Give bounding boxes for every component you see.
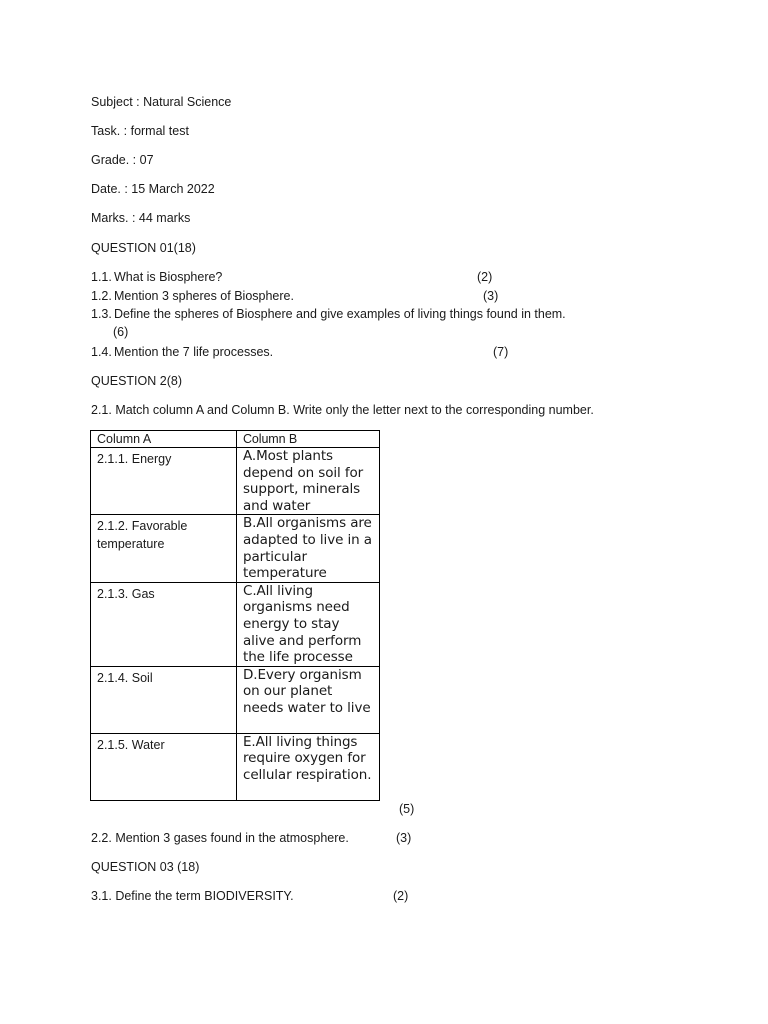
question-2-2: 2.2. Mention 3 gases found in the atmosphere. — [91, 831, 349, 845]
question-number: 1.4. — [91, 345, 112, 359]
question-1-2-marks: (3) — [483, 289, 499, 303]
question-3-1-marks: (2) — [393, 889, 409, 903]
column-b-cell: B.All organisms are adapted to live in a particular temperature — [237, 515, 380, 582]
question-2-1-instruction: 2.1. Match column A and Column B. Write only the letter next to the corresponding number. — [91, 403, 594, 417]
table-row — [91, 448, 380, 515]
column-a-cell: 2.1.2. Favorable temperature — [91, 515, 237, 582]
table-row — [91, 666, 380, 733]
question-number: 1.1. — [91, 270, 112, 284]
question-text: What is Biosphere? — [114, 270, 223, 284]
question-3-title: QUESTION 03 (18) — [91, 860, 200, 874]
question-1-title: QUESTION 01(18) — [91, 241, 196, 255]
column-b-header: Column B — [237, 431, 380, 448]
question-text: Mention the 7 life processes. — [114, 345, 274, 359]
matching-table — [90, 430, 380, 801]
question-2-2-marks: (3) — [396, 831, 412, 845]
question-2-title: QUESTION 2(8) — [91, 374, 182, 388]
column-a-cell: 2.1.1. Energy — [91, 448, 237, 515]
question-3-1: 3.1. Define the term BIODIVERSITY. — [91, 889, 294, 903]
question-1-3-marks: (6) — [113, 325, 129, 339]
column-b-cell: E.All living things require oxygen for cellular respiration. — [237, 733, 380, 800]
column-a-cell: 2.1.4. Soil — [91, 666, 237, 733]
question-text: Define the spheres of Biosphere and give examples of living things found in them. — [114, 307, 566, 321]
column-b-cell: C.All living organisms need energy to stay alive and perform the life processe — [237, 582, 380, 666]
table-row — [91, 733, 380, 800]
column-a-cell: 2.1.3. Gas — [91, 582, 237, 666]
subject-line: Subject : Natural Science — [91, 95, 232, 109]
task-line: Task. : formal test — [91, 124, 189, 138]
table-row — [91, 582, 380, 666]
column-b-cell: A.Most plants depend on soil for support, minerals and water — [237, 448, 380, 515]
question-number: 1.2. — [91, 289, 112, 303]
question-1-4-marks: (7) — [493, 345, 509, 359]
question-1-1 — [91, 269, 222, 285]
table-header-row — [91, 431, 380, 448]
question-1-3 — [91, 306, 566, 322]
question-number: 1.3. — [91, 307, 112, 321]
question-1-2 — [91, 288, 294, 304]
question-1-4 — [91, 344, 273, 360]
column-a-cell: 2.1.5. Water — [91, 733, 237, 800]
question-1-1-marks: (2) — [477, 270, 493, 284]
table-row — [91, 515, 380, 582]
grade-line: Grade. : 07 — [91, 153, 154, 167]
column-b-cell: D.Every organism on our planet needs water to live — [237, 666, 380, 733]
date-line: Date. : 15 March 2022 — [91, 182, 215, 196]
column-a-header: Column A — [91, 431, 237, 448]
question-text: Mention 3 spheres of Biosphere. — [114, 289, 294, 303]
table-marks: (5) — [399, 802, 415, 816]
marks-line: Marks. : 44 marks — [91, 211, 191, 225]
